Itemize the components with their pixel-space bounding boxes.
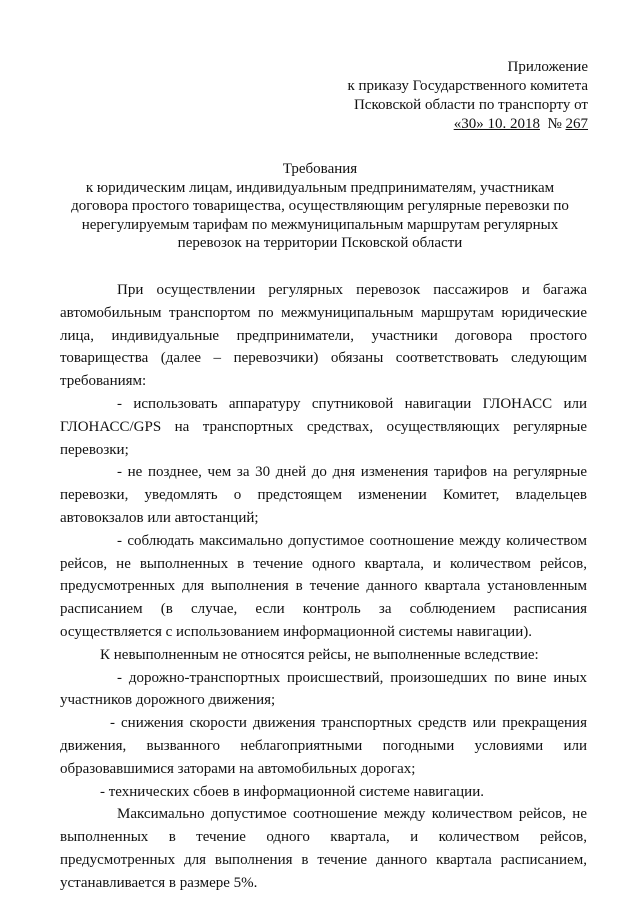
title-line: нерегулируемым тарифам по межмуниципальным маршрутам регулярных	[81, 216, 559, 233]
order-reference-line2: Псковской области по транспорту от	[353, 97, 588, 113]
appendix-header	[268, 58, 588, 134]
order-date-number	[268, 115, 588, 134]
requirement-trip-ratio: - соблюдать максимально допустимое соотношение между количеством рейсов, не выполненных в течение одного квартала, и количеством рейсов, предусмотренных для выполнения в течение данного квартала установленным расписанием (в случае, если контроль за соблюдением расписания осуществляется с использованием информационной системы навигации).	[60, 532, 587, 640]
requirement-glonass: - использовать аппаратуру спутниковой навигации ГЛОНАСС или ГЛОНАСС/GPS на транспортных средствах, осуществляющих регулярные перевозки;	[60, 395, 587, 458]
final-paragraph: Максимально допустимое соотношение между количеством рейсов, не выполненных в течение одного квартала, и количеством рейсов, предусмотренных для выполнения в течение данного квартала расписанием, устанавливается в размере 5%.	[60, 806, 587, 891]
title-line: к юридическим лицам, индивидуальным предпринимателям, участникам	[85, 179, 555, 196]
exclusion-tech-failures: - технических сбоев в информационной системе навигации.	[100, 783, 484, 800]
requirement-tariff-notice: - не позднее, чем за 30 дней до дня изменения тарифов на регулярные перевозки, уведомлять о предстоящем изменении Комитет, владельцев автовокзалов или автостанций;	[60, 464, 587, 526]
order-date: «30» 10. 2018	[453, 116, 540, 132]
title-heading: Требования	[282, 161, 358, 177]
document-body	[60, 279, 587, 895]
exclusion-accidents: - дорожно-транспортных происшествий, произошедших по вине иных участников дорожного движения;	[60, 669, 587, 709]
order-number-label: №	[547, 116, 562, 132]
intro-paragraph: При осуществлении регулярных перевозок пассажиров и багажа автомобильным транспортом по межмуниципальным маршрутам юридические лица, индивидуальные предприниматели, участники договора простого товарищества (далее – перевозчики) обязаны соответствовать следующим требованиям:	[60, 282, 587, 390]
appendix-label: Приложение	[507, 59, 588, 75]
title-line: договора простого товарищества, осуществляющим регулярные перевозки по	[71, 198, 569, 214]
exclusions-intro: К невыполненным не относятся рейсы, не выполненные вследствие:	[100, 646, 539, 663]
order-number: 267	[565, 116, 588, 132]
order-reference-line1: к приказу Государственного комитета	[347, 78, 588, 94]
exclusion-weather: - снижения скорости движения транспортных средств или прекращения движения, вызванного неблагоприятными погодными условиями или образовавшимися заторами на автомобильных дорогах;	[60, 715, 587, 777]
document-title	[60, 160, 580, 253]
title-line: перевозок на территории Псковской области	[177, 235, 463, 251]
